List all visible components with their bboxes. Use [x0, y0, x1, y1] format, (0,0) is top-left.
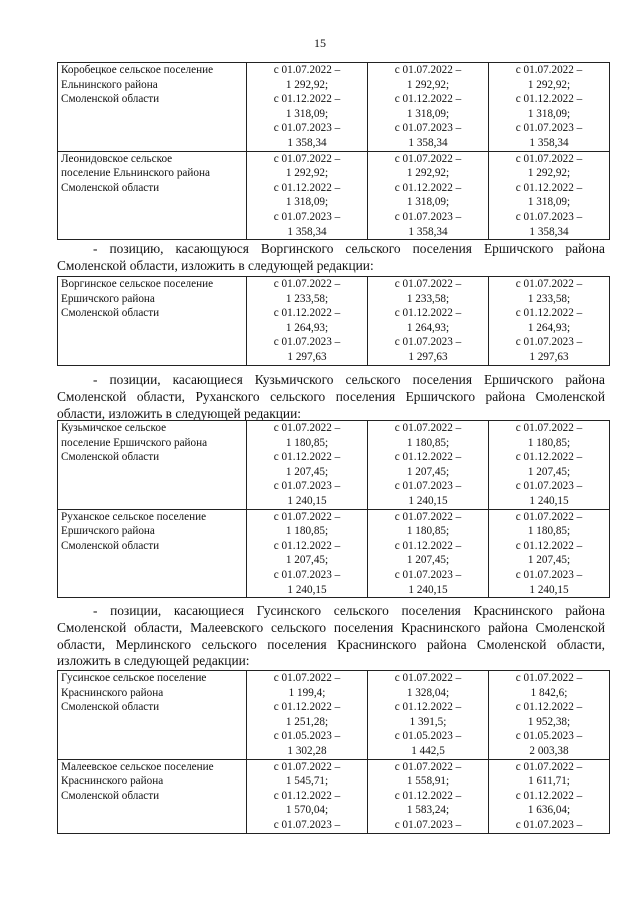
tariff-value-line: с 01.07.2023 –: [394, 818, 462, 831]
tariff-value-line: 1 358,34: [408, 136, 448, 149]
tariff-value-line: 1 318,09;: [406, 196, 450, 209]
tariff-table-4: [57, 670, 610, 834]
tariff-value-line: с 01.12.2022 –: [273, 307, 341, 320]
tariff-value-cell: [489, 277, 610, 366]
settlement-name-line: Гусинское сельское поселение: [61, 672, 207, 684]
tariff-value-line: с 01.07.2022 –: [273, 510, 341, 523]
tariff-value-line: с 01.12.2022 –: [515, 181, 583, 194]
tariff-value-cell: [247, 63, 368, 152]
settlement-name-line: Смоленской области: [61, 93, 160, 106]
tariff-value-cell: [247, 509, 368, 598]
settlement-name-line: Ершичского района: [61, 292, 155, 305]
tariff-value-line: 1 233,58;: [406, 292, 450, 305]
tariff-value-line: с 01.12.2022 –: [394, 539, 462, 552]
tariff-value-cell: [489, 671, 610, 760]
tariff-value-line: с 01.12.2022 –: [273, 701, 341, 714]
settlement-name-line: Ельнинского района: [61, 78, 158, 91]
tariff-value-line: с 01.12.2022 –: [515, 307, 583, 320]
tariff-value-line: с 01.07.2023 –: [394, 122, 462, 135]
tariff-value-line: 1 297,63: [529, 350, 569, 363]
tariff-value-line: с 01.07.2022 –: [515, 152, 583, 165]
tariff-value-line: 1 302,28: [287, 744, 327, 757]
tariff-value-line: 1 318,09;: [527, 107, 571, 120]
tariff-value-line: с 01.12.2022 –: [515, 701, 583, 714]
tariff-value-line: с 01.07.2022 –: [273, 278, 341, 290]
tariff-value-cell: [489, 759, 610, 833]
tariff-value-line: с 01.07.2022 –: [515, 760, 583, 773]
tariff-value-line: с 01.05.2023 –: [515, 730, 583, 743]
tariff-value-line: 2 003,38: [529, 744, 569, 757]
tariff-value-line: с 01.12.2022 –: [273, 539, 341, 552]
tariff-value-line: с 01.07.2022 –: [394, 152, 462, 165]
tariff-value-line: с 01.07.2023 –: [394, 210, 462, 223]
tariff-table-1: [57, 62, 610, 240]
settlement-name-line: Кузьмичское сельское: [61, 422, 167, 434]
tariff-value-line: с 01.07.2023 –: [515, 568, 583, 581]
tariff-value-cell: [247, 421, 368, 510]
tariff-value-line: 1 180,85;: [285, 525, 329, 538]
tariff-value-line: с 01.05.2023 –: [273, 730, 341, 743]
tariff-value-line: с 01.12.2022 –: [394, 93, 462, 106]
tariff-value-cell: [368, 421, 489, 510]
tariff-value-line: 1 207,45;: [527, 465, 571, 478]
settlement-name-line: Краснинского района: [61, 686, 164, 699]
tariff-value-line: с 01.07.2023 –: [273, 568, 341, 581]
tariff-value-line: 1 292,92;: [285, 167, 329, 180]
tariff-value-line: 1 199,4;: [288, 686, 326, 699]
tariff-value-cell: [368, 151, 489, 240]
tariff-value-line: 1 292,92;: [285, 78, 329, 91]
tariff-value-line: с 01.12.2022 –: [273, 789, 341, 802]
tariff-value-cell: [489, 151, 610, 240]
tariff-value-line: 1 180,85;: [527, 436, 571, 449]
settlement-name-line: Смоленской области: [61, 701, 160, 714]
settlement-name-line: Малеевское сельское поселение: [61, 760, 214, 773]
tariff-value-line: 1 358,34: [287, 136, 327, 149]
settlement-name-line: Коробецкое сельское поселение: [61, 64, 214, 76]
table-row: [58, 277, 610, 366]
tariff-value-cell: [489, 63, 610, 152]
tariff-value-cell: [489, 421, 610, 510]
table-row: [58, 63, 610, 152]
table-row: [58, 671, 610, 760]
settlement-name-cell: [58, 151, 247, 240]
tariff-value-line: с 01.07.2023 –: [515, 210, 583, 223]
settlement-name-line: Смоленской области: [61, 181, 160, 194]
tariff-value-cell: [247, 759, 368, 833]
tariff-value-line: 1 180,85;: [406, 525, 450, 538]
table-row: [58, 421, 610, 510]
paragraph-text: - позицию, касающуюся Воргинского сельского поселения Ершичского района Смоленской области, изложить в следующей редакции:: [57, 241, 605, 273]
tariff-value-line: 1 240,15: [408, 583, 448, 596]
tariff-value-line: 1 442,5: [411, 744, 445, 757]
tariff-value-line: с 01.12.2022 –: [515, 789, 583, 802]
tariff-value-line: 1 358,34: [287, 225, 327, 238]
tariff-value-line: 1 952,38;: [527, 715, 571, 728]
tariff-value-line: с 01.12.2022 –: [394, 789, 462, 802]
settlement-name-cell: [58, 671, 247, 760]
tariff-value-line: с 01.07.2022 –: [394, 278, 462, 290]
tariff-value-line: 1 328,04;: [406, 686, 450, 699]
tariff-value-line: 1 297,63: [287, 350, 327, 363]
tariff-value-cell: [368, 63, 489, 152]
tariff-value-line: с 01.07.2022 –: [394, 760, 462, 773]
tariff-value-line: с 01.07.2023 –: [273, 210, 341, 223]
tariff-value-line: с 01.07.2023 –: [273, 818, 341, 831]
tariff-value-line: 1 583,24;: [406, 804, 450, 817]
settlement-name-line: Руханское сельское поселение: [61, 510, 207, 523]
table-row: [58, 151, 610, 240]
tariff-value-line: с 01.07.2022 –: [515, 278, 583, 290]
tariff-value-cell: [247, 151, 368, 240]
settlement-name-line: Смоленской области: [61, 307, 160, 320]
settlement-name-line: Краснинского района: [61, 775, 164, 788]
tariff-value-line: с 01.12.2022 –: [273, 181, 341, 194]
tariff-table-2: [57, 276, 610, 366]
tariff-value-line: с 01.07.2022 –: [273, 152, 341, 165]
tariff-value-line: 1 240,15: [287, 494, 327, 507]
tariff-value-line: 1 207,45;: [285, 465, 329, 478]
tariff-value-line: 1 207,45;: [406, 554, 450, 567]
tariff-value-line: 1 391,5;: [409, 715, 447, 728]
settlement-name-cell: [58, 421, 247, 510]
tariff-value-cell: [368, 759, 489, 833]
settlement-name-cell: [58, 63, 247, 152]
paragraph-text: - позиции, касающиеся Кузьмичского сельского поселения Ершичского района Смоленской области, Руханского сельского поселения Ершичского района Смоленской области, изложить в следующей редакции:: [57, 372, 605, 421]
tariff-value-line: с 01.07.2022 –: [394, 510, 462, 523]
tariff-value-line: с 01.07.2022 –: [273, 672, 341, 684]
settlement-name-line: Смоленской области: [61, 539, 160, 552]
settlement-name-line: Леонидовское сельское: [61, 152, 173, 165]
tariff-value-line: 1 251,28;: [285, 715, 329, 728]
tariff-value-line: 1 570,04;: [285, 804, 329, 817]
tariff-value-cell: [368, 509, 489, 598]
tariff-value-line: с 01.12.2022 –: [394, 307, 462, 320]
tariff-value-line: с 01.07.2023 –: [394, 480, 462, 493]
tariff-value-line: 1 240,15: [529, 583, 569, 596]
tariff-value-line: с 01.12.2022 –: [515, 539, 583, 552]
tariff-value-line: 1 180,85;: [406, 436, 450, 449]
tariff-value-line: с 01.07.2023 –: [515, 480, 583, 493]
tariff-value-line: с 01.07.2023 –: [515, 122, 583, 135]
settlement-name-cell: [58, 759, 247, 833]
paragraph-kuzmichskoe-rukhanskoe: [57, 372, 605, 422]
tariff-value-cell: [489, 509, 610, 598]
settlement-name-cell: [58, 277, 247, 366]
tariff-value-line: 1 240,15: [408, 494, 448, 507]
tariff-value-line: с 01.07.2023 –: [394, 568, 462, 581]
tariff-value-line: 1 207,45;: [285, 554, 329, 567]
tariff-value-cell: [368, 671, 489, 760]
table-row: [58, 509, 610, 598]
tariff-value-line: 1 207,45;: [527, 554, 571, 567]
settlement-name-line: Ершичского района: [61, 525, 155, 538]
tariff-value-line: с 01.07.2023 –: [515, 336, 583, 349]
tariff-value-line: с 01.12.2022 –: [394, 181, 462, 194]
tariff-value-line: с 01.07.2022 –: [273, 64, 341, 76]
tariff-value-line: 1 240,15: [287, 583, 327, 596]
tariff-value-cell: [247, 671, 368, 760]
settlement-name-line: Воргинское сельское поселение: [61, 278, 214, 290]
tariff-value-line: с 01.05.2023 –: [394, 730, 462, 743]
settlement-name-line: Смоленской области: [61, 789, 160, 802]
tariff-table-3: [57, 420, 610, 598]
tariff-value-line: 1 358,34: [408, 225, 448, 238]
tariff-value-line: 1 358,34: [529, 225, 569, 238]
tariff-value-line: 1 292,92;: [406, 167, 450, 180]
tariff-value-line: с 01.07.2022 –: [394, 672, 462, 684]
page-number: 15: [314, 36, 326, 50]
tariff-value-line: 1 292,92;: [527, 167, 571, 180]
table-row: [58, 759, 610, 833]
tariff-value-line: 1 207,45;: [406, 465, 450, 478]
settlement-name-line: поселение Ельнинского района: [61, 167, 210, 180]
tariff-value-line: 1 240,15: [529, 494, 569, 507]
tariff-value-line: с 01.12.2022 –: [273, 451, 341, 464]
paragraph-vorginskoe: [57, 241, 605, 275]
tariff-value-line: 1 611,71;: [528, 775, 570, 788]
tariff-value-line: с 01.07.2023 –: [394, 336, 462, 349]
tariff-value-line: с 01.12.2022 –: [273, 93, 341, 106]
tariff-value-line: с 01.12.2022 –: [515, 451, 583, 464]
tariff-value-line: с 01.07.2022 –: [515, 64, 583, 76]
tariff-value-line: 1 558,91;: [406, 775, 450, 788]
tariff-value-cell: [368, 277, 489, 366]
settlement-name-line: Смоленской области: [61, 451, 160, 464]
settlement-name-line: поселение Ершичского района: [61, 436, 208, 449]
tariff-value-cell: [247, 277, 368, 366]
tariff-value-line: с 01.07.2022 –: [515, 672, 583, 684]
tariff-value-line: с 01.12.2022 –: [394, 701, 462, 714]
tariff-value-line: 1 233,58;: [527, 292, 571, 305]
tariff-value-line: с 01.07.2022 –: [394, 422, 462, 434]
tariff-value-line: 1 292,92;: [527, 78, 571, 91]
tariff-value-line: 1 842,6;: [530, 686, 568, 699]
tariff-value-line: 1 318,09;: [285, 196, 329, 209]
tariff-value-line: с 01.07.2022 –: [394, 64, 462, 76]
tariff-value-line: 1 545,71;: [285, 775, 329, 788]
tariff-value-line: с 01.07.2022 –: [515, 422, 583, 434]
tariff-value-line: 1 358,34: [529, 136, 569, 149]
paragraph-gusinskoe-maleevskoe-merlinskoe: [57, 603, 605, 670]
settlement-name-cell: [58, 509, 247, 598]
tariff-value-line: 1 318,09;: [527, 196, 571, 209]
tariff-value-line: с 01.12.2022 –: [515, 93, 583, 106]
tariff-value-line: с 01.07.2023 –: [273, 480, 341, 493]
tariff-value-line: с 01.12.2022 –: [394, 451, 462, 464]
tariff-value-line: 1 180,85;: [285, 436, 329, 449]
tariff-value-line: 1 636,04;: [527, 804, 571, 817]
tariff-value-line: с 01.07.2023 –: [273, 336, 341, 349]
tariff-value-line: с 01.07.2022 –: [273, 422, 341, 434]
tariff-value-line: с 01.07.2022 –: [273, 760, 341, 773]
tariff-value-line: 1 233,58;: [285, 292, 329, 305]
paragraph-text: - позиции, касающиеся Гусинского сельского поселения Краснинского района Смоленской области, Малеевского сельского поселения Краснинского района Смоленской области, Мерлинского сельского поселения Краснинского района Смоленской области, изложить в следующей редакции:: [57, 603, 605, 669]
tariff-value-line: 1 180,85;: [527, 525, 571, 538]
tariff-value-line: 1 292,92;: [406, 78, 450, 91]
tariff-value-line: 1 264,93;: [527, 321, 571, 334]
tariff-value-line: с 01.07.2023 –: [273, 122, 341, 135]
tariff-value-line: 1 264,93;: [406, 321, 450, 334]
tariff-value-line: 1 264,93;: [285, 321, 329, 334]
tariff-value-line: 1 318,09;: [285, 107, 329, 120]
tariff-value-line: с 01.07.2023 –: [515, 818, 583, 831]
tariff-value-line: с 01.07.2022 –: [515, 510, 583, 523]
tariff-value-line: 1 318,09;: [406, 107, 450, 120]
tariff-value-line: 1 297,63: [408, 350, 448, 363]
